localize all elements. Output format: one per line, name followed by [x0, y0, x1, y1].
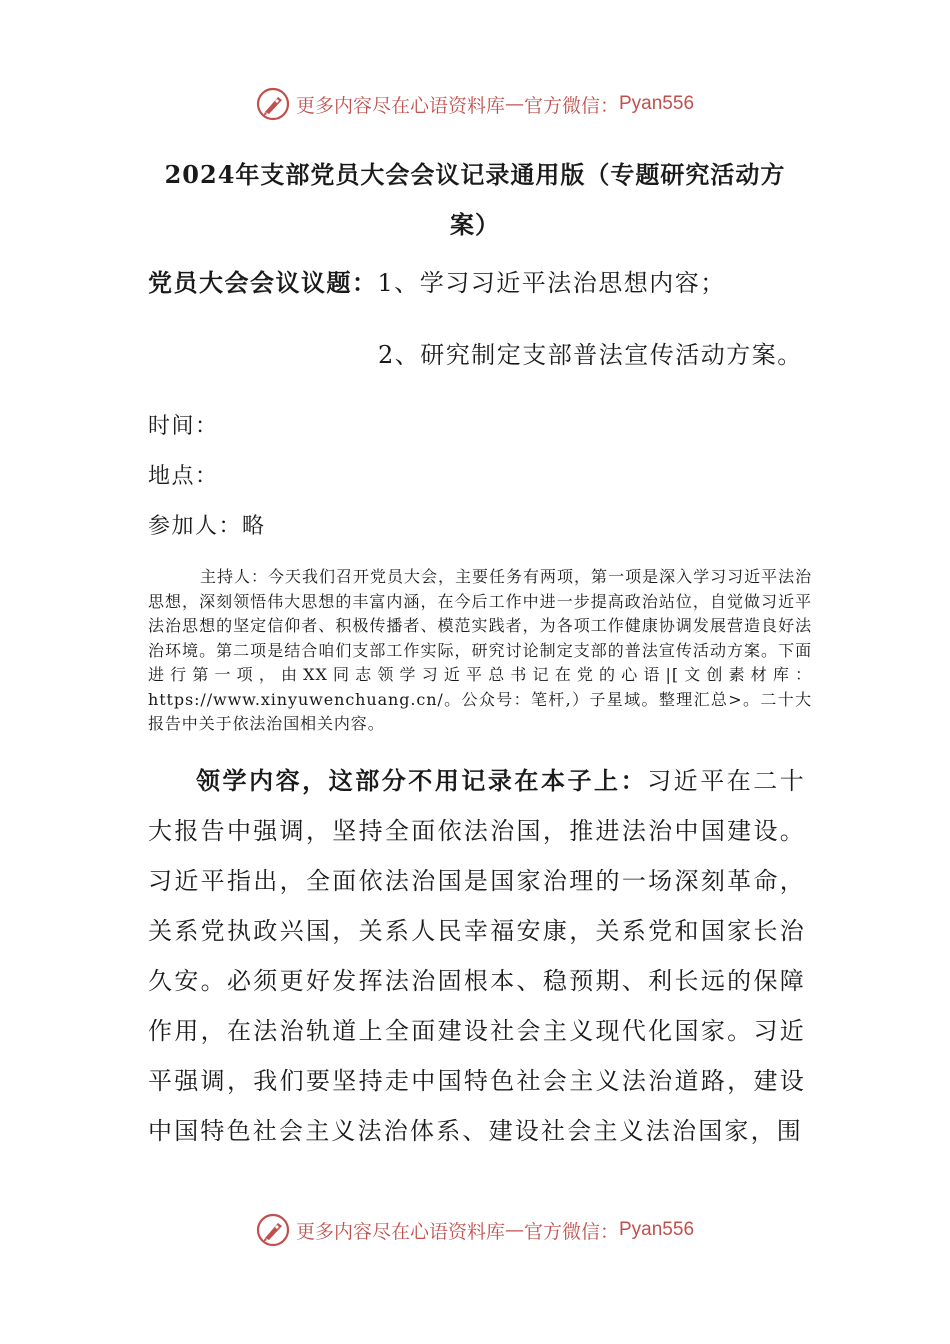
watermark-wechat-id: Pyan556 [619, 1219, 695, 1240]
pen-nib-icon [256, 87, 290, 121]
topic-1: 1、学习习近平法治思想内容； [377, 269, 726, 297]
watermark-dash: — [504, 93, 524, 115]
document-title: 2024年支部党员大会会议记录通用版（专题研究活动方案） [164, 160, 786, 239]
time-label: 时间： [148, 414, 219, 439]
place-label: 地点： [148, 464, 219, 489]
study-content-paragraph [148, 756, 806, 1156]
attendees-row [148, 511, 266, 543]
watermark-brand: 更多内容尽在心语资料库 [295, 1220, 505, 1243]
watermark-brand: 更多内容尽在心语资料库 [295, 94, 505, 117]
watermark-wechat-id: Pyan556 [619, 93, 695, 114]
watermark-dash: — [504, 1219, 524, 1241]
pen-nib-icon [256, 1213, 290, 1247]
watermark-label: 官方微信： [523, 94, 619, 117]
topic-2: 2、研究制定支部普法宣传活动方案。 [378, 341, 803, 369]
study-label: 领学内容，这部分不用记录在本子上： [196, 766, 648, 795]
footer-watermark [0, 1210, 950, 1250]
attendees-value: 略 [242, 514, 266, 539]
meeting-topics [148, 265, 726, 301]
header-watermark [0, 84, 950, 124]
study-text: 习近平在二十大报告中强调，坚持全面依法治国，推进法治中国建设。习近平指出，全面依法治国是国家治理的一场深刻革命，关系党执政兴国，关系人民幸福安康，关系党和国家长治久安。必须更好发挥法治固根本、稳预期、利长远的保障作用，在法治轨道上全面建设社会主义现代化国家。习近平强调，我们要坚持走中国特色社会主义法治道路，建设中国特色社会主义法治体系、建设社会主义法治国家，围 [148, 767, 807, 1145]
host-speech-paragraph: 主持人：今天我们召开党员大会，主要任务有两项，第一项是深入学习习近平法治思想，深刻领悟伟大思想的丰富内涵，在今后工作中进一步提高政治站位，自觉做习近平法治思想的坚定信仰者、积极传播者、模范实践者，为各项工作健康协调发展营造良好法治环境。第二项是结合咱们支部工作实际，研究讨论制定支部的普法宣传活动方案。下面进行第一项，由XX同志领学习近平总书记在党的心语|[文创素材库：https://www.xinyuwenchuang.cn/。公众号：笔杆,）子星域。整理汇总>。二十大报告中关于依法治国相关内容。 [148, 567, 812, 733]
watermark-label: 官方微信： [523, 1220, 619, 1243]
topics-label: 党员大会会议议题： [148, 268, 378, 297]
attendees-label: 参加人： [148, 514, 243, 539]
